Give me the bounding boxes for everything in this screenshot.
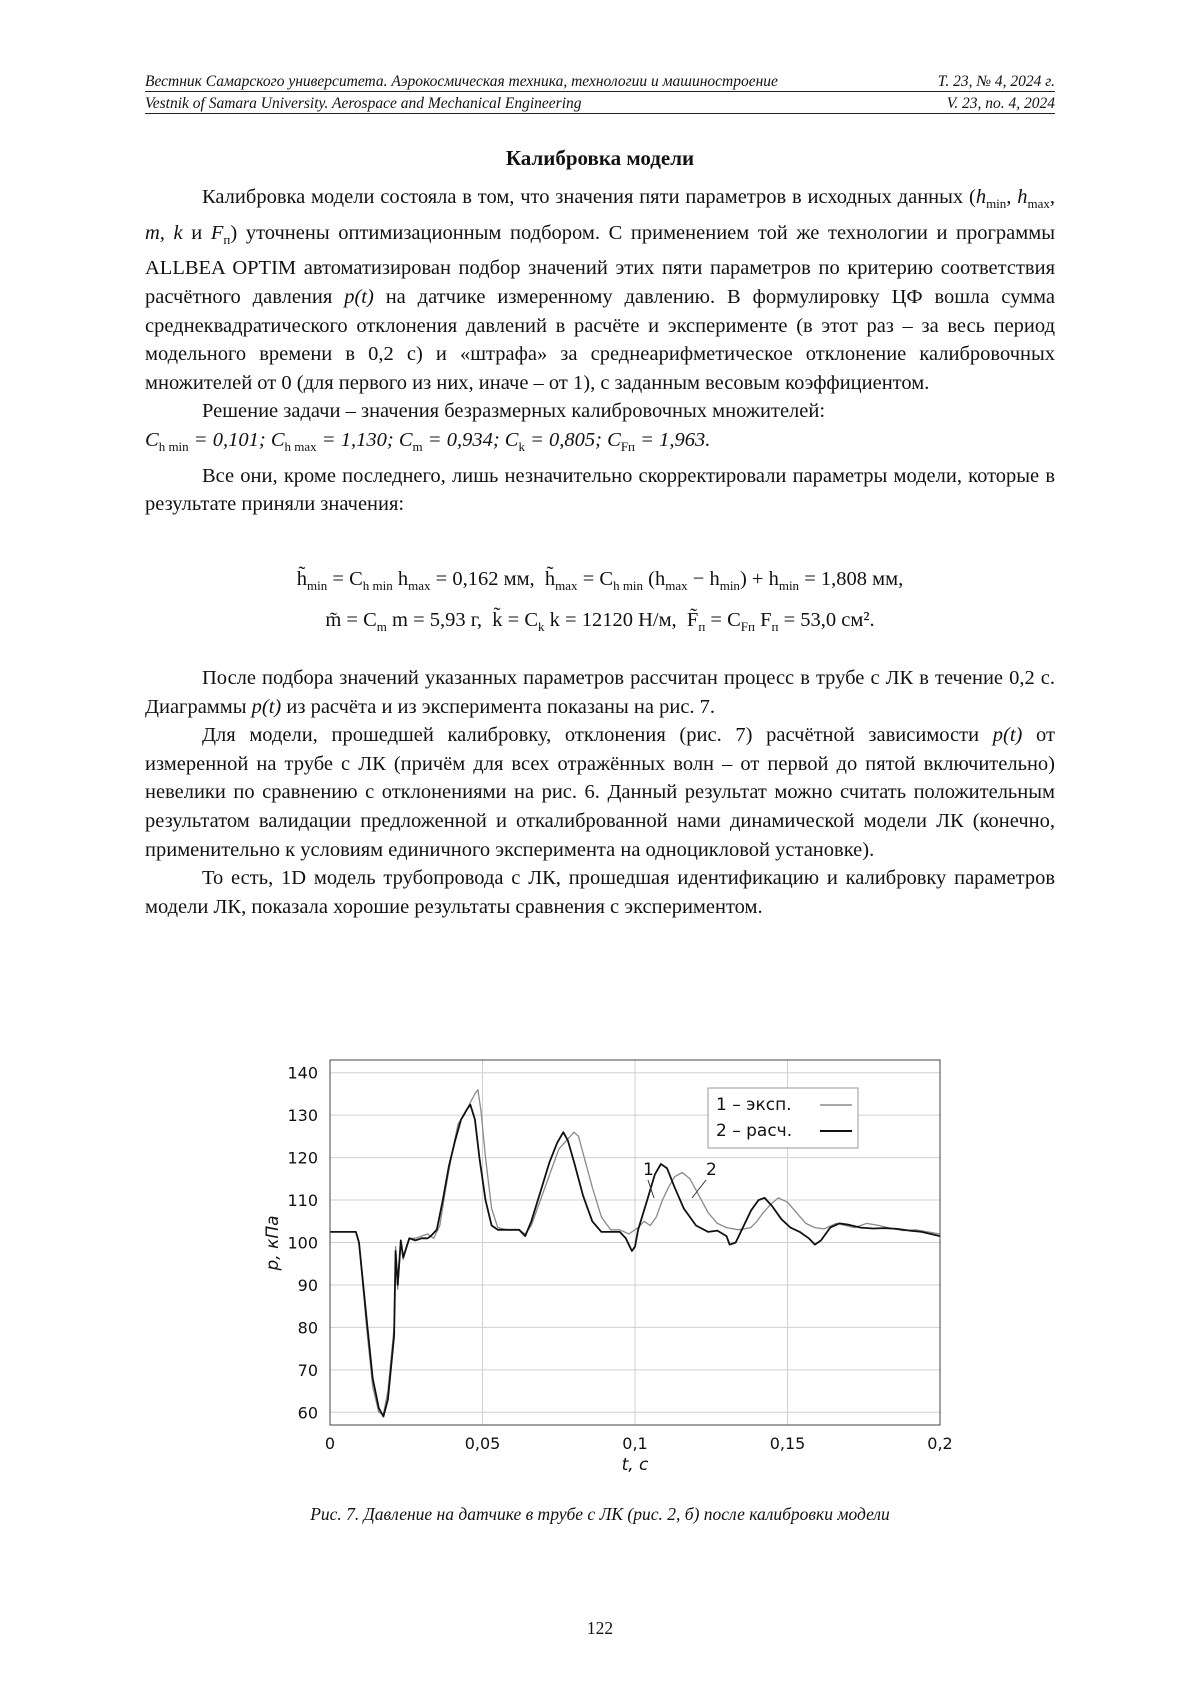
- figure-7: [240, 1040, 960, 1490]
- text-block-1: [145, 183, 1055, 519]
- x-axis-label: t, с: [621, 1455, 649, 1475]
- y-tick-label: 90: [297, 1275, 318, 1295]
- pressure-chart: [240, 1040, 960, 1485]
- text-block-2: [145, 664, 1055, 921]
- x-tick-label: 0,15: [769, 1434, 806, 1453]
- para1-part-c: на датчике измеренному давлению. В формулировку ЦФ вошла сумма среднеквадратического отклонения давлений в расчёте и эксперименте (в этот раз – за весь период модельного времени в 0,2 с) и «штрафа» за среднеарифметическое отклонение калибровочных множителей от 0 (для первого из них, иначе – от 1), с заданным весовым коэффициентом.: [145, 285, 1055, 394]
- para1-part-a: Калибровка модели состояла в том, что значения пяти параметров в исходных данных (: [202, 186, 976, 208]
- y-tick-label: 60: [297, 1403, 318, 1423]
- figure-caption: Рис. 7. Давление на датчике в трубе с ЛК (рис. 2, б) после калибровки модели: [310, 1504, 890, 1524]
- inline-Fp: $F_п$: [210, 221, 231, 247]
- y-tick-label: 100: [287, 1233, 318, 1253]
- journal-header-en: [145, 94, 1055, 114]
- x-tick-label: 0,05: [464, 1434, 501, 1453]
- x-tick-label: 0,1: [622, 1434, 648, 1453]
- journal-header-ru: [145, 72, 1055, 92]
- y-tick-label: 110: [287, 1191, 318, 1211]
- para4-part-b: из расчёта и из эксперимента показаны на рис. 7.: [281, 695, 716, 718]
- paragraph-calibration: Калибровка модели состояла в том, что значения пяти параметров в исходных данных ($h_{min}$, $h_{max}$, m, k и $F_п$) уточнены оптимизационным подбором. С применением той же технологии и программы ALLBEA OPTIM автоматизирован подбор значений этих пяти параметров по критерию соответствия расчётного давления p(t) на датчике измеренному давлению. В формулировку ЦФ вошла сумма среднеквадратического отклонения давлений в расчёте и эксперименте (в этот раз – за весь период модельного времени в 0,2 с) и «штрафа» за среднеарифметическое отклонение калибровочных множителей от 0 (для первого из них, иначе – от 1), с заданным весовым коэффициентом.: [145, 186, 1055, 394]
- y-tick-label: 70: [297, 1360, 318, 1380]
- header-journal-en: Vestnik of Samara University. Aerospace and Mechanical Engineering: [145, 95, 582, 112]
- chart-legend: [708, 1088, 858, 1148]
- header-journal-ru: Вестник Самарского университета. Аэрокосмическая техника, технологии и машиностроение: [145, 73, 778, 90]
- para1-part-b: ) уточнены оптимизационным подбором. С применением той же технологии и программы ALLBEA OPTIM автоматизирован подбор значений этих пяти параметров по критерию соответствия расчётного давления: [145, 221, 1055, 308]
- y-tick-label: 80: [297, 1318, 318, 1338]
- para5-part-a: Для модели, прошедшей калибровку, отклонения (рис. 7) расчётной зависимости: [202, 724, 993, 747]
- para5-part-b: от измеренной на трубе с ЛК (причём для всех отражённых волн – от первой до пятой включительно) невелики по сравнению с отклонениями на рис. 6. Данный результат можно считать положительным результатом валидации предложенной и откалиброванной нами динамической модели ЛК (конечно, применительно к условиям единичного эксперимента на одноцикловой установке).: [145, 724, 1055, 861]
- formula-line-1: $h̃_{min} = C_{h min}$ $h_{max} = 0,162$ мм, $h̃_{max} = C_{h min}$ $(h_{max} - h_{min}) + h_{min} = 1,808$ мм,: [296, 568, 904, 594]
- multiplier-values: $C_{h min} = 0,101$; $C_{h max} = 1,130$; $C_m = 0,934$; $C_k = 0,805$; $C_{Fп} = 1,963$.: [145, 428, 711, 455]
- legend-calc-label: 2 – расч.: [716, 1121, 793, 1141]
- paragraph-process: [145, 664, 1055, 721]
- legend-exp-label: 1 – эксп.: [716, 1095, 792, 1115]
- paragraph-conclusion: То есть, 1D модель трубопровода с ЛК, прошедшая идентификацию и калибровку параметров модели ЛК, показала хорошие результаты сравнения с экспериментом.: [145, 867, 1055, 918]
- y-tick-label: 140: [287, 1063, 318, 1083]
- paragraph-solution: Решение задачи – значения безразмерных калибровочных множителей:: [202, 400, 826, 423]
- inline-pt-3: p(t): [992, 724, 1023, 747]
- section-title: Калибровка модели: [505, 146, 695, 170]
- inline-pt-2: p(t): [251, 695, 282, 718]
- y-tick-label: 130: [287, 1106, 318, 1126]
- inline-params: $h_{min}$, $h_{max}$, m, k: [145, 186, 1055, 244]
- header-volume-en: V. 23, no. 4, 2024: [946, 95, 1055, 112]
- y-tick-label: 120: [287, 1148, 318, 1168]
- curve-label-1: 1: [643, 1160, 654, 1180]
- formula-line-2: m̃ = $C_m$ m = 5,93 г, k̃ = $C_k$ k = 12120 Н/м, $F̃_п = C_{Fп}$ $F_п = 53,0$ см².: [325, 609, 875, 635]
- page-number: 122: [586, 1618, 614, 1638]
- paragraph-corrected: Все они, кроме последнего, лишь незначительно скорректировали параметры модели, которые в результате приняли значения:: [145, 464, 1055, 516]
- y-axis-label: p, кПа: [263, 1215, 283, 1271]
- inline-pt: p(t): [344, 285, 374, 308]
- curve-label-2: 2: [706, 1160, 717, 1180]
- x-tick-label: 0,2: [927, 1434, 953, 1453]
- paragraph-validation: [145, 721, 1055, 864]
- x-tick-label: 0: [324, 1434, 336, 1453]
- header-volume-ru: Т. 23, № 4, 2024 г.: [937, 73, 1055, 90]
- para4-part-a: После подбора значений указанных параметров рассчитан процесс в трубе с ЛК в течение 0,2 с. Диаграммы: [145, 667, 1055, 718]
